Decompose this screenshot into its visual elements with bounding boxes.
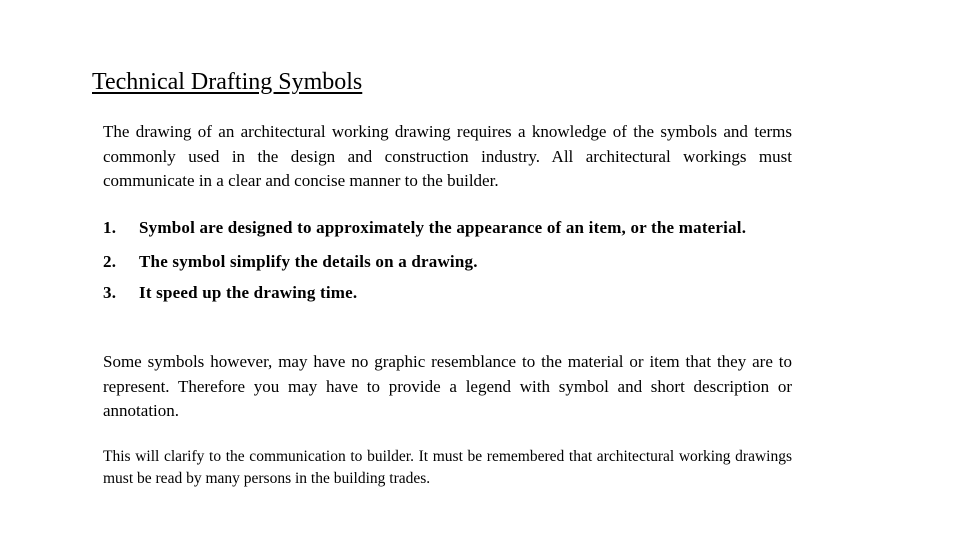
closing-paragraph: This will clarify to the communication to builder. It must be remembered that architectural working drawings must be read by many persons in the building trades. [103, 448, 792, 487]
numbered-list [103, 217, 792, 305]
list-item-number: 1. [103, 218, 117, 237]
list-item-number: 2. [103, 251, 117, 271]
list-item [103, 217, 792, 240]
slide-title: Technical Drafting Symbols [92, 69, 363, 95]
list-item [103, 251, 792, 274]
list-item [103, 282, 792, 305]
symbols-paragraph: Some symbols however, may have no graphic resemblance to the material or item that they are to represent. Therefore you may have to provide a legend with symbol and short description or annotation. [103, 352, 792, 420]
intro-paragraph: The drawing of an architectural working drawing requires a knowledge of the symbols and terms commonly used in the design and construction industry. All architectural workings must communicate in a clear and concise manner to the builder. [103, 122, 792, 190]
list-item-text: It speed up the drawing time. [139, 283, 358, 302]
list-item-text: Symbol are designed to approximately the appearance of an item, or the material. [139, 218, 747, 237]
list-item-text: The symbol simplify the details on a drawing. [139, 251, 478, 271]
list-item-number: 3. [103, 283, 117, 302]
